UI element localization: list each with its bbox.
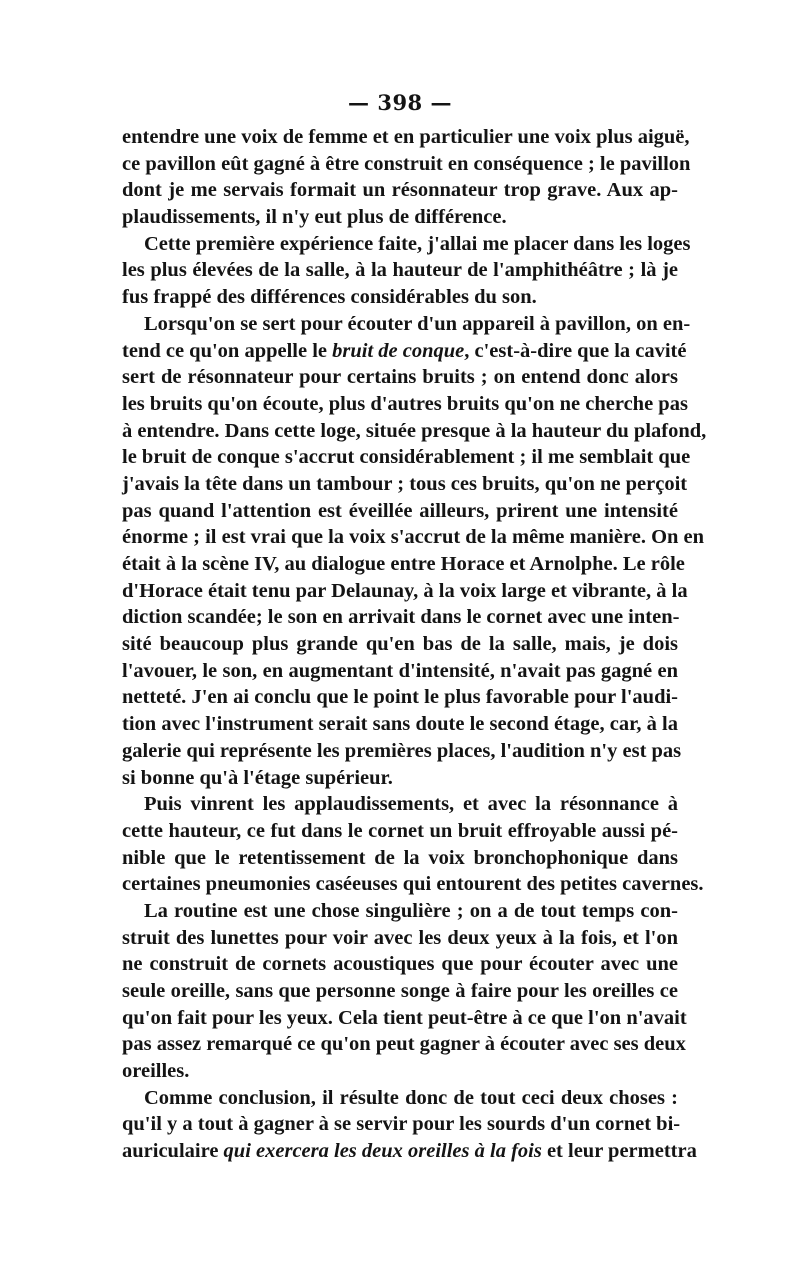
text-line: netteté. J'en ai conclu que le point le plus favorable pour l'audi- [122,686,678,709]
text-line: le bruit de conque s'accrut considérablement ; il me semblait que [122,446,691,469]
text-line: Puis vinrent les applaudissements, et avec la résonnance à [144,793,678,816]
text-line: ne construit de cornets acoustiques que pour écouter avec une [122,953,678,976]
text-line: Cette première expérience faite, j'allai me placer dans les loges [144,232,691,255]
text-line: Comme conclusion, il résulte donc de tout ceci deux choses : [144,1086,678,1109]
text-line: galerie qui représente les premières places, l'audition n'y est pas [122,739,682,762]
text-line: cette hauteur, ce fut dans le cornet un bruit effroyable aussi pé- [122,819,678,842]
text-segment: tend ce qu'on appelle le [122,339,333,362]
text-line: La routine est une chose singulière ; on a de tout temps con- [144,899,678,922]
text-line: si bonne qu'à l'étage supérieur. [122,766,393,789]
text-line: dont je me servais formait un résonnateur trop grave. Aux ap- [122,179,678,202]
text-line: plaudissements, il n'y eut plus de différence. [122,206,507,229]
italic-segment: qui exercera les deux oreilles à la fois [223,1140,542,1163]
text-line: qu'on fait pour les yeux. Cela tient peut-être à ce que l'on n'avait [122,1006,687,1029]
text-line: Lorsqu'on se sert pour écouter d'un appareil à pavillon, on en- [144,312,691,335]
text-line: les plus élevées de la salle, à la hauteur de l'amphithéâtre ; là je [122,259,678,282]
text-line: entendre une voix de femme et en particulier une voix plus aiguë, [122,126,690,148]
text-segment: auriculaire [122,1140,224,1163]
italic-segment: bruit de conque [332,339,465,362]
text-line: ce pavillon eût gagné à être construit en conséquence ; le pavillon [122,152,691,175]
text-line: tion avec l'instrument serait sans doute le second étage, car, à la [122,713,678,736]
text-line: qu'il y a tout à gagner à se servir pour les sourds d'un cornet bi- [122,1113,681,1136]
text-line: énorme ; il est vrai que la voix s'accrut de la même manière. On en [122,526,705,549]
text-line: était à la scène IV, au dialogue entre Horace et Arnolphe. Le rôle [122,553,685,575]
text-line: sert de résonnateur pour certains bruits ; on entend donc alors [122,366,678,389]
text-segment: , c'est-à-dire que la cavité [464,339,687,362]
text-segment: et leur permettra [541,1140,697,1163]
text-line: sité beaucoup plus grande qu'en bas de la salle, mais, je dois [122,633,678,656]
text-line: pas assez remarqué ce qu'on peut gagner à écouter avec ses deux [122,1033,686,1056]
text-line: à entendre. Dans cette loge, située presque à la hauteur du plafond, [122,419,707,442]
text-line: seule oreille, sans que personne songe à faire pour les oreilles ce [122,980,678,1002]
text-line: d'Horace était tenu par Delaunay, à la voix large et vibrante, à la [122,579,688,602]
text-line: nible que le retentissement de la voix bronchophonique dans [122,846,678,869]
text-line: fus frappé des différences considérables du son. [122,286,537,309]
text-line: struit des lunettes pour voir avec les deux yeux à la fois, et l'on [122,926,678,949]
text-line [122,338,687,365]
text-line: les bruits qu'on écoute, plus d'autres bruits qu'on ne cherche pas [122,392,688,415]
text-line: oreilles. [122,1060,190,1083]
text-line: j'avais la tête dans un tambour ; tous ces bruits, qu'on ne perçoit [122,472,688,495]
text-line: l'avouer, le son, en augmentant d'intensité, n'avait pas gagné en [122,659,678,682]
text-line [122,1138,697,1165]
text-line: certaines pneumonies caséeuses qui entourent des petites cavernes. [122,873,704,896]
text-line: diction scandée; le son en arrivait dans le cornet avec une inten- [122,606,680,629]
text-line: pas quand l'attention est éveillée ailleurs, prirent une intensité [122,499,678,522]
page-number: — 398 — [348,90,452,115]
body-text [122,124,707,1165]
